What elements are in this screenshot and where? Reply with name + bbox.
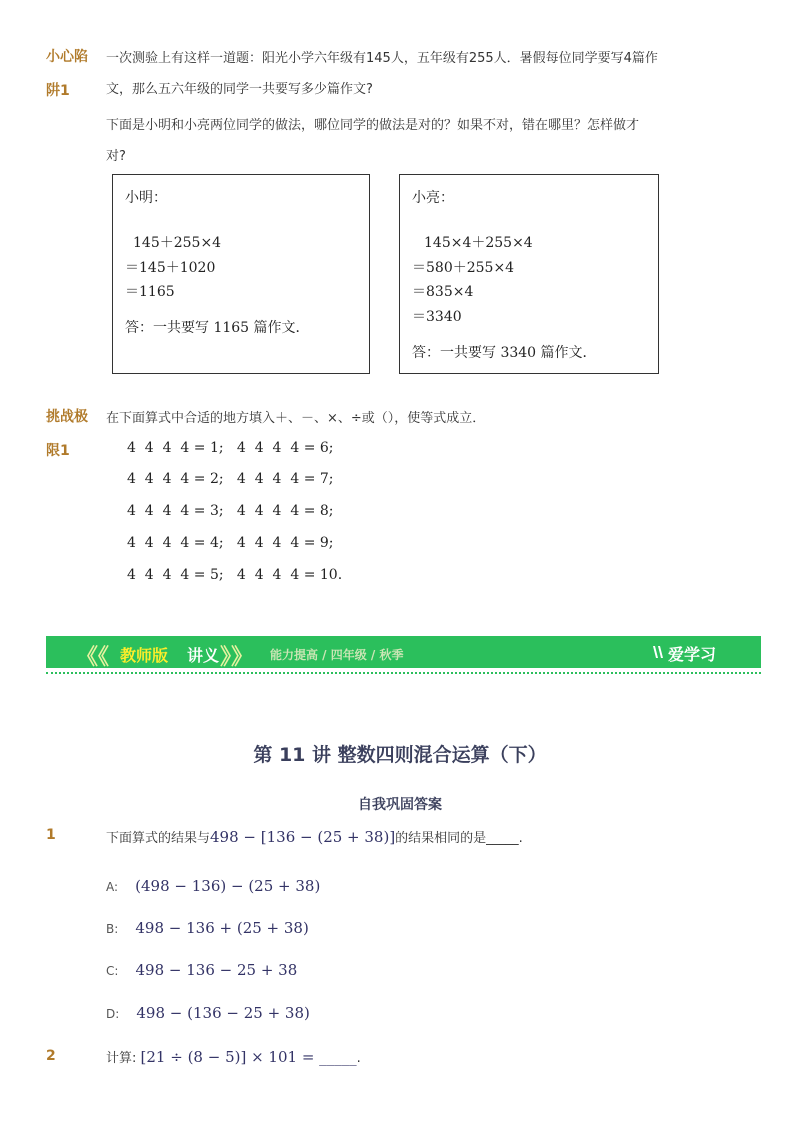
section-label-line1: 挑战极 [46, 409, 88, 425]
xiaoming-answer: 答：一共要写 1165 篇作文． [125, 320, 310, 336]
chevrons-left-icon: 《《 [76, 645, 110, 668]
problem-text-line3: 下面是小明和小亮两位同学的做法，哪位同学的做法是对的？如果不对，错在哪里？怎样做才 [106, 118, 640, 133]
xiaoliang-step-1: 145×4＋255×4 [424, 235, 533, 251]
banner-dotted-divider [46, 672, 761, 674]
aixuexi-logo-icon [652, 644, 664, 660]
equation-row-1: 4 4 4 4 = 1; 4 4 4 4 = 6; [127, 440, 334, 456]
teacher-edition-banner [46, 636, 761, 668]
problem-text-line1: 一次测验上有这样一道题：阳光小学六年级有145人，五年级有255人．暑假每位同学要写4篇作 [106, 51, 658, 66]
option-c [106, 960, 297, 979]
question-number-2: 2 [46, 1048, 56, 1064]
question-1-stem-pre: 下面算式的结果与 [106, 831, 211, 846]
xiaoming-step-2: ＝145＋1020 [125, 260, 216, 276]
section-label-line2: 限1 [46, 443, 70, 459]
section-label-line2: 阱1 [46, 83, 70, 99]
option-d-label: D: [106, 1007, 120, 1021]
equation-row-5: 4 4 4 4 = 5; 4 4 4 4 = 10. [127, 567, 343, 583]
equation-row-2: 4 4 4 4 = 2; 4 4 4 4 = 7; [127, 471, 334, 487]
option-d [106, 1003, 310, 1022]
section-label-line1: 小心陷 [46, 49, 88, 65]
option-a-label: A: [106, 880, 119, 894]
question-1-stem [106, 827, 523, 846]
lecture-title: 第 11 讲 整数四则混合运算（下） [253, 744, 547, 766]
question-2-stem-math: [21 ÷ (8 − 5)] × 101 = _____ [140, 1048, 357, 1066]
option-c-expr: 498 − 136 − 25 + 38 [135, 961, 298, 979]
question-2-stem-post: . [356, 1051, 361, 1066]
banner-title-part2: 讲义 [187, 646, 220, 665]
question-1-stem-math: 498 − [136 − (25 + 38)] [210, 828, 396, 846]
option-b [106, 918, 309, 937]
option-d-expr: 498 − (136 − 25 + 38) [136, 1004, 310, 1022]
xiaoliang-answer: 答：一共要写 3340 篇作文． [412, 345, 597, 361]
question-1-stem-post: 的结果相同的是_____. [395, 831, 523, 846]
question-2-stem [106, 1047, 361, 1066]
banner-breadcrumb: 能力提高 / 四年级 / 秋季 [270, 648, 404, 662]
banner-logo-text: 爱学习 [668, 645, 717, 664]
xiaoming-step-3: ＝1165 [125, 284, 175, 300]
problem-text-line2: 文，那么五六年级的同学一共要写多少篇作文? [106, 82, 373, 97]
challenge-instruction: 在下面算式中合适的地方填入＋、－、×、÷或（），使等式成立． [106, 411, 486, 426]
question-2-stem-pre: 计算: [106, 1051, 137, 1066]
xiaoliang-step-4: ＝3340 [412, 309, 462, 325]
option-a [106, 876, 320, 895]
xiaoming-step-1: 145＋255×4 [133, 235, 222, 251]
answers-subtitle: 自我巩固答案 [358, 797, 442, 813]
equation-row-3: 4 4 4 4 = 3; 4 4 4 4 = 8; [127, 503, 334, 519]
xiaoming-title: 小明： [125, 190, 167, 206]
chevrons-right-icon: 》》 [220, 645, 254, 668]
option-a-expr: (498 − 136) − (25 + 38) [135, 877, 321, 895]
option-b-label: B: [106, 922, 119, 936]
option-b-expr: 498 − 136 + (25 + 38) [135, 919, 309, 937]
question-number-1: 1 [46, 827, 56, 843]
equation-row-4: 4 4 4 4 = 4; 4 4 4 4 = 9; [127, 535, 334, 551]
xiaoliang-step-3: ＝835×4 [412, 284, 474, 300]
section-label-trap [46, 46, 88, 100]
xiaoming-solution-box [112, 174, 370, 374]
xiaoliang-title: 小亮： [412, 190, 454, 206]
section-label-challenge [46, 406, 88, 460]
xiaoliang-step-2: ＝580＋255×4 [412, 260, 515, 276]
option-c-label: C: [106, 964, 119, 978]
banner-title-part1: 教师版 [120, 646, 169, 665]
problem-text-line4: 对? [106, 149, 126, 164]
xiaoliang-solution-box [399, 174, 659, 374]
